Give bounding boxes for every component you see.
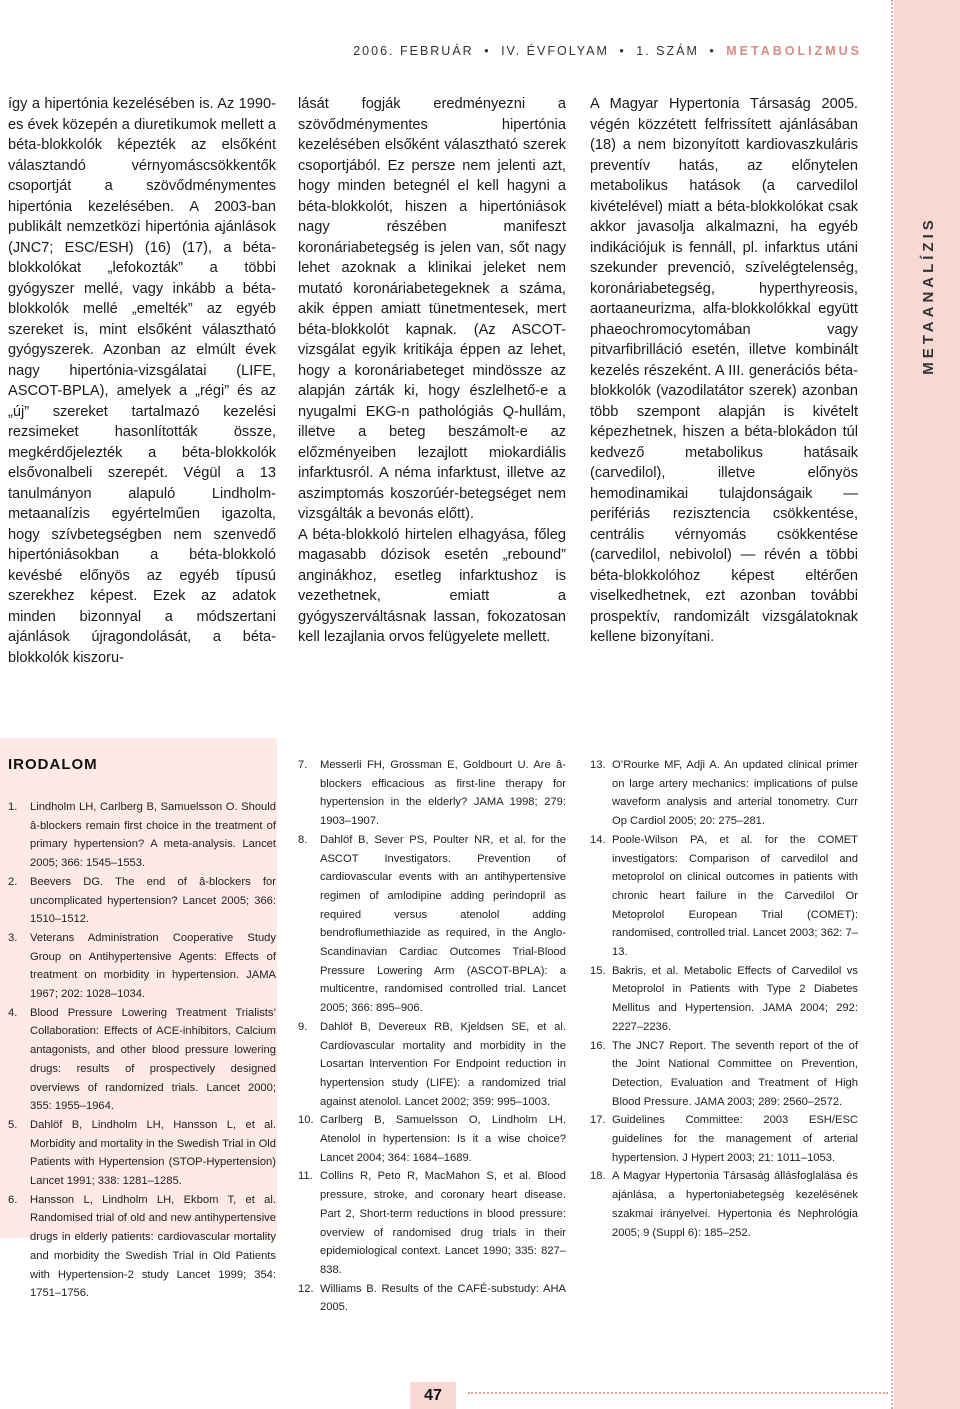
header-separator: • (619, 44, 626, 58)
section-label: METAANALÍZIS (919, 215, 937, 375)
reference-text: Williams B. Results of the CAFÉ-substudy: AHA 2005. (320, 1282, 566, 1314)
reference-number: 10. (298, 1114, 314, 1127)
reference-item (8, 873, 276, 929)
references-column-3 (590, 756, 858, 1242)
reference-text: Hansson L, Lindholm LH, Ekbom T, et al. Randomised trial of old and new antihypertensive drugs in elderly patients: cardiovascular mortality and morbidity the Swedish Trial in Old Patients with Hypertension-2 study Lancet 1999; 354: 1751–1756. (30, 1193, 276, 1300)
reference-number: 1. (8, 801, 18, 813)
reference-text: Messerli FH, Grossman E, Goldbourt U. Are â-blockers efficacious as first-line therapy for hypertension in the elderly? JAMA 1998; 279: 1903–1907. (320, 759, 566, 828)
reference-item (590, 831, 858, 962)
reference-text: Collins R, Peto R, MacMahon S, et al. Blood pressure, stroke, and coronary heart disease. Part 2, Short-term reductions in blood pressure: overview of randomised drug trials in their epidemiological context. Lancet 1990; 335: 827–838. (320, 1170, 566, 1276)
reference-number: 3. (8, 931, 18, 944)
reference-number: 17. (590, 1114, 606, 1127)
page-number: 47 (410, 1382, 456, 1409)
reference-item (298, 831, 566, 1018)
reference-number: 6. (8, 1193, 18, 1206)
reference-number: 14. (590, 833, 606, 846)
references-title: IRODALOM (8, 756, 98, 773)
reference-text: O’Rourke MF, Adji A. An updated clinical primer on large artery mechanics: implications of pulse waveform analysis and arterial tonometry. Curr Op Cardiol 2005; 20: 275–281. (612, 759, 858, 828)
reference-number: 2. (8, 875, 18, 888)
dotted-divider-horizontal (468, 1392, 888, 1394)
reference-item (298, 1167, 566, 1279)
reference-item (590, 1037, 858, 1112)
reference-item (298, 756, 566, 831)
reference-number: 16. (590, 1039, 606, 1052)
reference-number: 12. (298, 1282, 314, 1295)
references-column-1 (8, 798, 276, 1303)
reference-text: Lindholm LH, Carlberg B, Samuelsson O. Should â-blockers remain first choice in the treatment of primary hypertension? A meta-analysis. Lancet 2005; 366: 1545–1553. (30, 801, 276, 870)
reference-text: Beevers DG. The end of â-blockers for uncomplicated hypertension? Lancet 2005; 366: 1510–1512. (30, 875, 276, 926)
body-column-3 (590, 94, 858, 648)
reference-number: 15. (590, 964, 606, 977)
issue-number: 1. SZÁM (636, 44, 699, 58)
reference-number: 4. (8, 1006, 18, 1019)
reference-number: 13. (590, 759, 606, 771)
reference-text: Veterans Administration Cooperative Study Group on Antihypertensive Agents: Effects of treatment on morbidity in hypertension. JAMA 1967; 202: 1028–1034. (30, 931, 276, 1001)
reference-text: Poole-Wilson PA, et al. for the COMET investigators: Comparison of carvedilol and metoprolol on clinical outcomes in patients with chronic heart failure in the Carvedilol Or Metoprolol European Trial (COMET): randomised, controlled trial. Lancet 2003; 362: 7–13. (612, 833, 858, 959)
reference-number: 5. (8, 1118, 18, 1131)
reference-number: 7. (298, 759, 308, 771)
reference-text: Dahlöf B, Devereux RB, Kjeldsen SE, et al. Cardiovascular mortality and morbidity in the Losartan Intervention For Endpoint reduction in hypertension study (LIFE): a randomized trial against atenolol. Lancet 2002; 359: 995–1003. (320, 1020, 566, 1108)
reference-item (8, 929, 276, 1004)
reference-item (8, 1191, 276, 1303)
reference-number: 11. (298, 1170, 313, 1183)
body-paragraph: lását fogják eredményezni a szövődménymentes hipertónia kezelésében elsőként választható szerek csoportjából. Ez persze nem jelenti azt, hogy minden betegnél el kell hagyni a béta-blokkolót, hiszen a hipertóniások nagy részében manifeszt koronáriabetegség is jelen van, sőt nagy lehet azoknak a klinikai jeleket nem mutató koronáriabetegeknek a száma, akik éppen amiatt tünetmentesek, mert béta-blokkolót kapnak. (Az ASCOT-vizsgálat egyik kritikája éppen az lehet, hogy a koronáriabeteget mindössze az alapján zárták ki, hogy észlelhető-e a nyugalmi EKG-n pathológiás Q-hullám, illetve a beteg beszámolt-e az előzményeiben lezajlott miokardiális infarktusról. A néma infarktust, illetve az aszimptomás koszorúér-betegséget nem vizsgálták a bevonás előtt). (298, 96, 566, 522)
reference-item (8, 1004, 276, 1116)
reference-item (8, 1116, 276, 1191)
reference-text: The JNC7 Report. The seventh report of the of the Joint National Committee on Prevention, Detection, Evaluation and Treatment of High Blood Pressure. JAMA 2003; 289: 2560–2572. (612, 1039, 858, 1108)
reference-text: A Magyar Hypertonia Társaság állásfoglalása és ajánlása, a hypertoniabetegség kezelésének szakmai irányelvei. Hypertonia és Nephrológia 2005; 9 (Suppl 6): 185–252. (612, 1170, 858, 1239)
issue-date: 2006. FEBRUÁR (353, 44, 474, 58)
body-paragraph: A béta-blokkoló hirtelen elhagyása, főleg magasabb dózisok esetén „rebound” anginákhoz, esetleg infarktushoz is vezethetnek, emiatt a gyógyszerváltásnak lassan, fokozatosan kell lezajlania orvos felügyelete mellett. (298, 526, 566, 645)
reference-item (590, 756, 858, 831)
reference-text: Blood Pressure Lowering Treatment Trialists’ Collaboration: Effects of ACE-inhibitors, Calcium antagonists, and other blood pressure lowering drugs: results of prospectively designed overviews of randomized trials. Lancet 2000; 355: 1955–1964. (30, 1006, 276, 1113)
running-header (353, 44, 862, 58)
reference-item (590, 1167, 858, 1242)
reference-item (298, 1111, 566, 1167)
section-sidebar (894, 0, 960, 1409)
reference-number: 9. (298, 1020, 308, 1033)
reference-item (298, 1018, 566, 1112)
body-column-2 (298, 94, 566, 648)
journal-title: METABOLIZMUS (726, 44, 862, 58)
body-paragraph: így a hipertónia kezelésében is. Az 1990-es évek közepén a diuretikumok mellett a béta-blokkolók képezték az elsőként választandó vérnyomáscsökkentők csoportját a szövődménymentes hipertónia kezelésében. A 2003-ban publikált nemzetközi hipertónia ajánlások (JNC7; ESC/ESH) (16) (17), a béta-blokkolókat „lefokozták” a többi gyógyszer mellé, vagy inkább a béta-blokkolók mellé „emelték” az egyéb szereket is, mint elsőként választható gyógyszerek. Azonban az elmúlt évek nagy hipertónia-vizsgálatai (LIFE, ASCOT-BPLA), amelyek a „régi” és az „új” szereket tartalmazó kezelési rezsimeket hasonlították össze, megkérdőjelezték a béta-blokkolók elsővonalbeli szerepét. Végül a 13 tanulmányon alapuló Lindholm-metaanalízis egyértelműen igazolta, hogy szívbetegségben nem szenvedő hipertóniásokban a béta-blokkoló kevésbé előnyös az egyéb típusú szerekhez képest. Ezek az adatok minden bizonnyal a módszertani ajánlások újragondolását, a béta-blokkolók kiszoru- (8, 96, 276, 666)
body-column-1 (8, 94, 276, 668)
reference-text: Dahlöf B, Lindholm LH, Hansson L, et al. Morbidity and mortality in the Swedish Trial in Old Patients with Hypertension (STOP-Hypertension) Lancet 1991; 338: 1281–1285. (30, 1118, 276, 1188)
reference-number: 8. (298, 833, 308, 846)
reference-text: Guidelines Committee: 2003 ESH/ESC guidelines for the management of arterial hypertension. J Hypert 2003; 21: 1011–1053. (612, 1114, 858, 1164)
reference-text: Bakris, et al. Metabolic Effects of Carvedilol vs Metoprolol in Patients with Type 2 Diabetes Mellitus and Hypertension. JAMA 2004; 292: 2227–2236. (612, 964, 858, 1033)
header-separator: • (709, 44, 716, 58)
header-separator: • (484, 44, 491, 58)
reference-text: Dahlöf B, Sever PS, Poulter NR, et al. for the ASCOT Investigators. Prevention of cardiovascular events with an antihypertensive regimen of amlodipine adding perindopril as required versus atenolol adding bendroflumethiazide as required, in the Anglo-Scandinavian Cardiac Outcomes Trial-Blood Pressure Lowering Arm (ASCOT-BPLA): a multicentre, randomised controlled trial. Lancet 2005; 366: 895–906. (320, 833, 566, 1015)
volume: IV. ÉVFOLYAM (501, 44, 609, 58)
reference-text: Carlberg B, Samuelsson O, Lindholm LH. Atenolol in hypertension: Is it a wise choice? Lancet 2004; 364: 1684–1689. (320, 1114, 566, 1164)
body-paragraph: A Magyar Hypertonia Társaság 2005. végén közzétett felfrissített ajánlásában (18) a nem bizonyított kardiovaszkuláris preventív hatás, az előnytelen metabolikus hatások (a carvedilol kivételével) miatt a béta-blokkolókat csak akkor javasolja alkalmazni, ha egyéb indikációjuk is fennáll, pl. infarktus utáni szekunder prevenció, szívelégtelenség, koronáriabetegség, hyperthyreosis, aortaaneurizma, alfa-blokkolókkal együtt phaeochromocytomában vagy pitvarfibrilláció esetén, illetve kombinált kezelés részeként. A III. generációs béta-blokkolók (vazodilatátor szerek) azonban több szempont alapján is kivételt képezhetnek, hiszen a béta-blokádon túl kedvező metabolikus hatásaik (carvedilol), illetve előnyös hemodinamikai tulajdonságaik — perifériás rezisztencia csökkentése, centrális vérnyomás csökkentése (carvedilol, nebivolol) — révén a többi béta-blokkolóhoz képest eltérően viselkedhetnek, ezt azonban további prospektív, randomizált vizsgálatoknak kellene bizonyítani. (590, 96, 858, 645)
references-column-2 (298, 756, 566, 1317)
reference-number: 18. (590, 1170, 606, 1183)
reference-item (298, 1280, 566, 1317)
reference-item (8, 798, 276, 873)
reference-item (590, 962, 858, 1037)
reference-item (590, 1111, 858, 1167)
dotted-divider-vertical (891, 0, 893, 1409)
